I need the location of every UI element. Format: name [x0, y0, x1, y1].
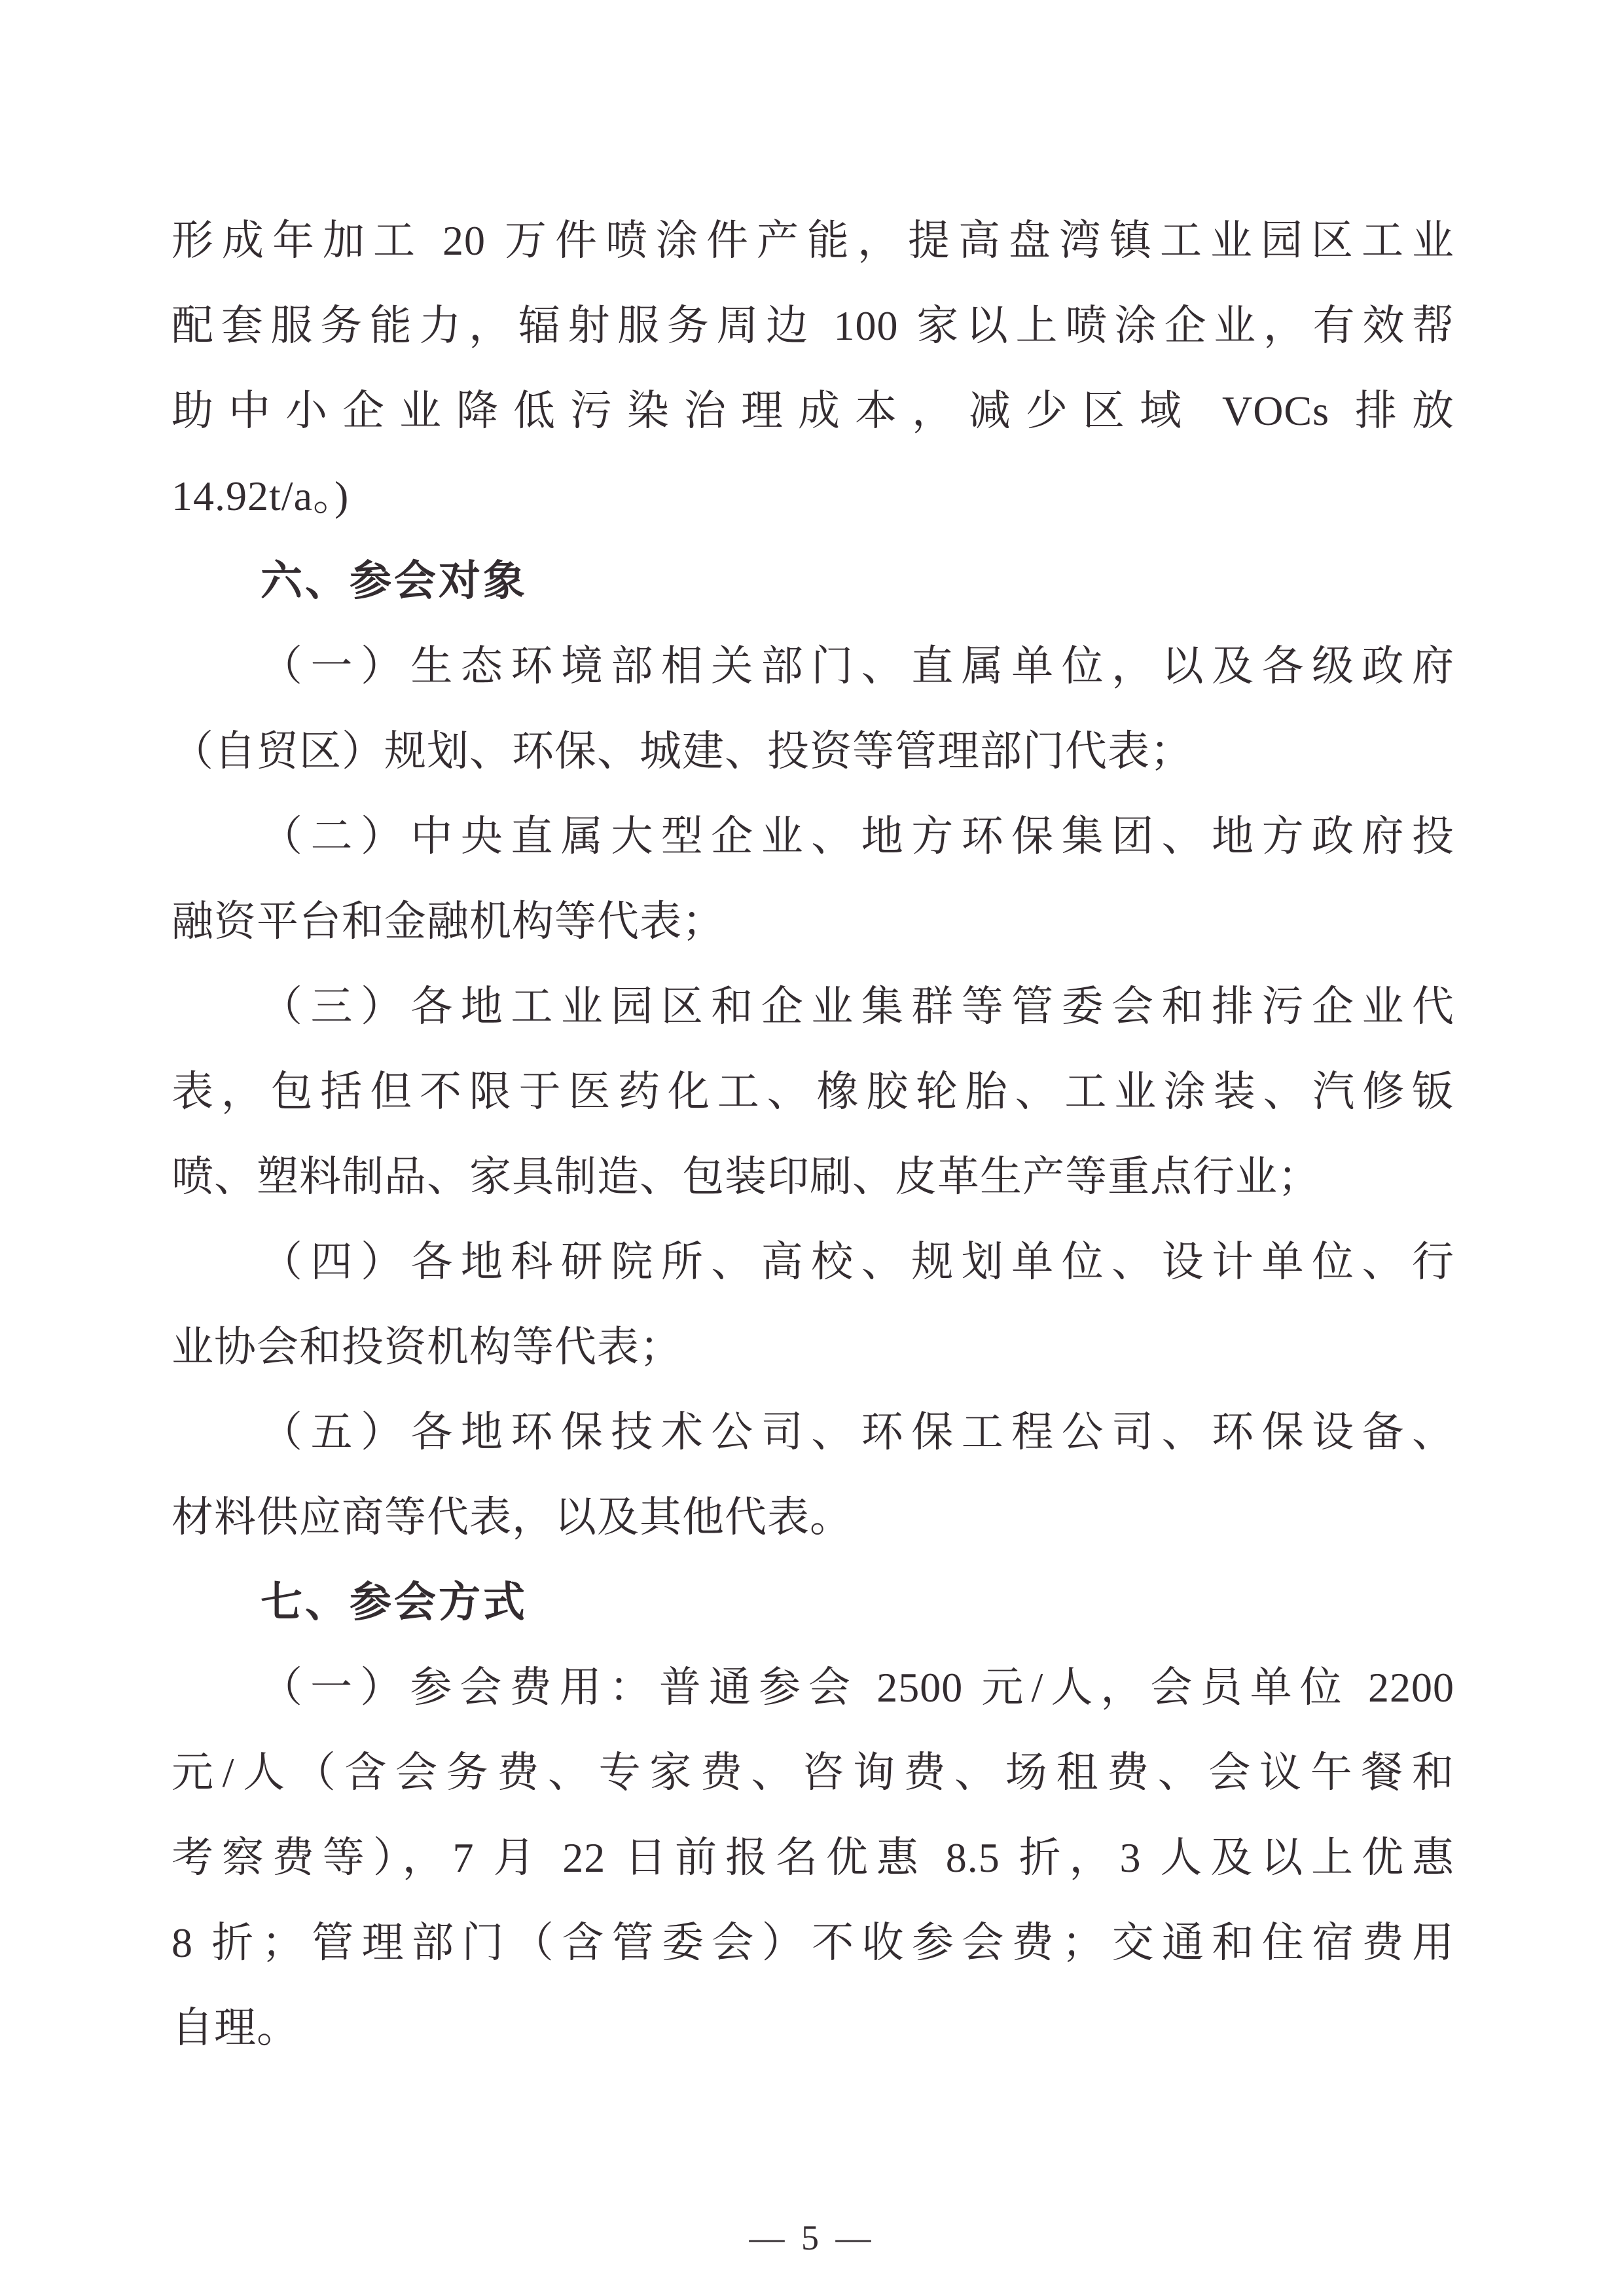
- page-number: — 5 —: [749, 2218, 875, 2257]
- text-line: （一）参会费用：普通参会 2500 元/人，会员单位 2200: [261, 1664, 1454, 1711]
- text-line: （五）各地环保技术公司、环保工程公司、环保设备、: [261, 1409, 1454, 1455]
- text-line: （四）各地科研院所、高校、规划单位、设计单位、行: [261, 1239, 1454, 1285]
- text-line: （二）中央直属大型企业、地方环保集团、地方政府投: [261, 813, 1454, 860]
- text-line: 表，包括但不限于医药化工、橡胶轮胎、工业涂装、汽修钣: [171, 1068, 1454, 1115]
- text-line: 8 折；管理部门（含管委会）不收参会费；交通和住宿费用: [171, 1920, 1454, 1966]
- text-line: 助中小企业降低污染治理成本，减少区域 VOCs 排放: [171, 388, 1454, 434]
- text-line: 配套服务能力，辐射服务周边 100 家以上喷涂企业，有效帮: [171, 302, 1454, 349]
- text-line: 自理。: [171, 2005, 299, 2051]
- text-line: （一）生态环境部相关部门、直属单位，以及各级政府: [261, 643, 1454, 689]
- text-line: 喷、塑料制品、家具制造、包装印刷、皮革生产等重点行业；: [171, 1154, 1320, 1200]
- text-line: 14.92t/a。): [171, 473, 350, 519]
- text-line: （三）各地工业园区和企业集群等管委会和排污企业代: [261, 983, 1454, 1030]
- section-heading: 六、参会对象: [261, 558, 528, 604]
- text-line: 元/人（含会务费、专家费、咨询费、场租费、会议午餐和: [171, 1749, 1454, 1796]
- text-line: 形成年加工 20 万件喷涂件产能，提高盘湾镇工业园区工业: [171, 217, 1454, 264]
- section-heading: 七、参会方式: [261, 1579, 528, 1626]
- text-line: 融资平台和金融机构等代表；: [171, 898, 725, 945]
- text-line: 业协会和投资机构等代表；: [171, 1324, 682, 1370]
- text-line: 材料供应商等代表，以及其他代表。: [171, 1494, 852, 1540]
- text-line: （自贸区）规划、环保、城建、投资等管理部门代表；: [171, 728, 1193, 774]
- text-line: 考察费等），7 月 22 日前报名优惠 8.5 折，3 人及以上优惠: [171, 1834, 1454, 1881]
- document-body: [171, 198, 1454, 2071]
